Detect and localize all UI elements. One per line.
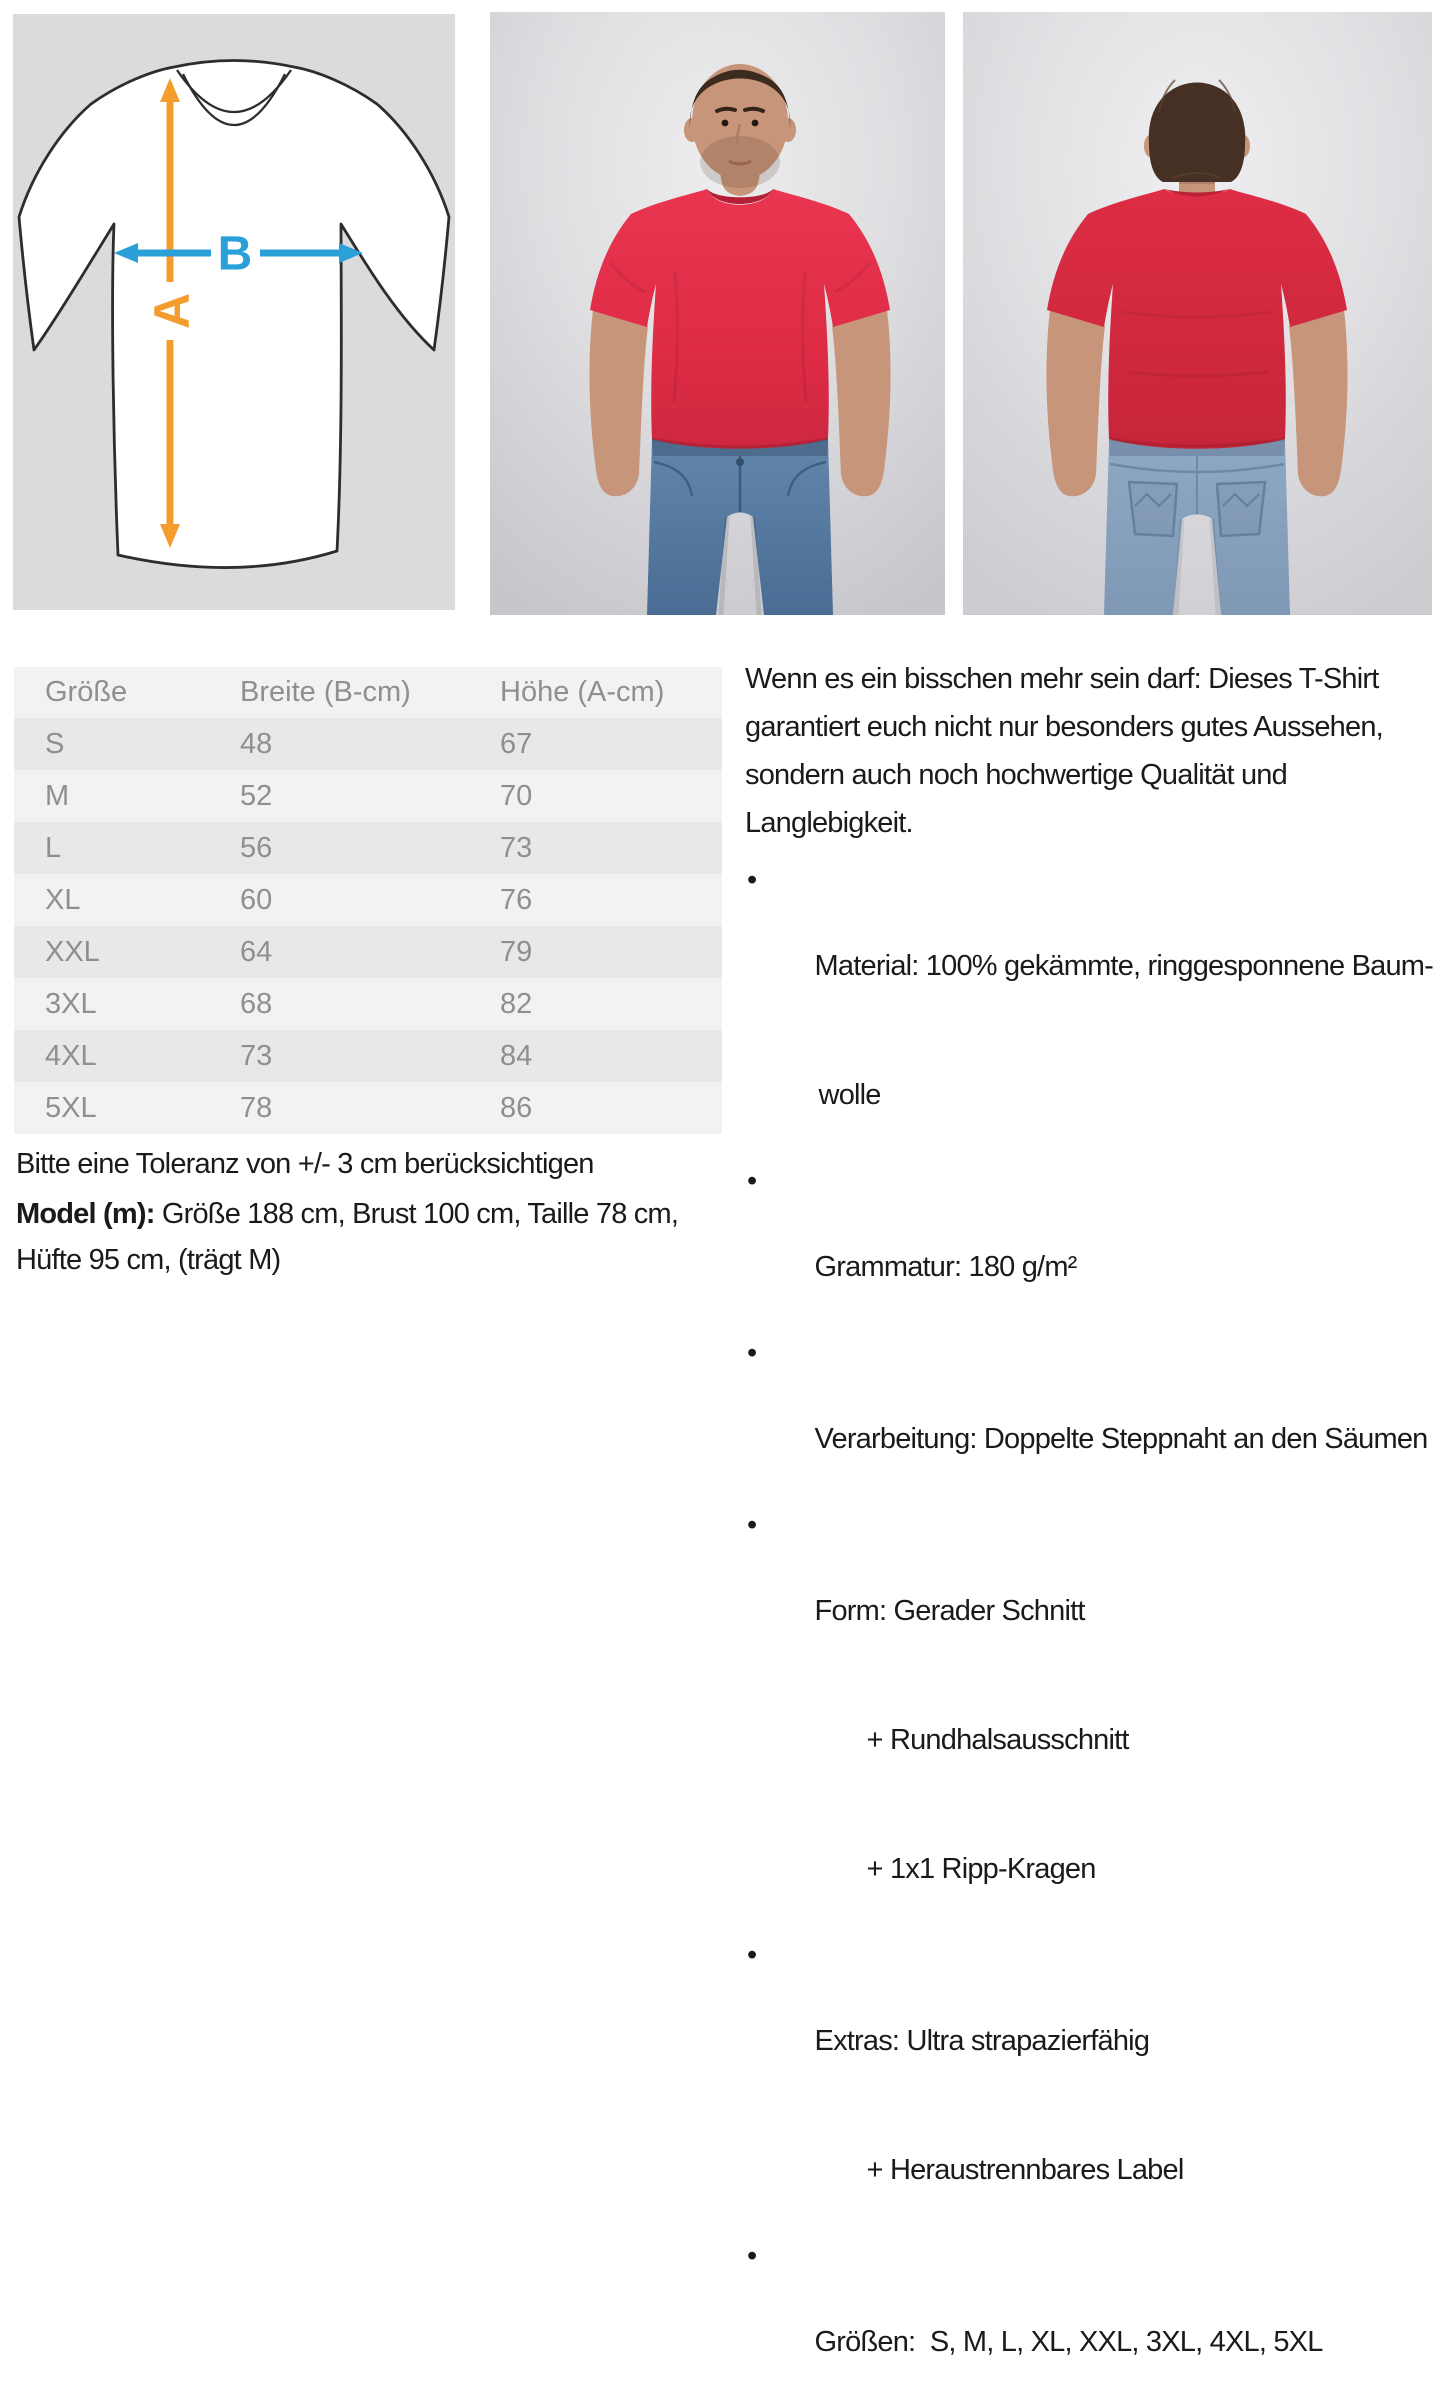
table-row-5xl: 5XL 78 86 — [14, 1082, 722, 1134]
size-table — [14, 667, 722, 1134]
bullet-dot: • — [747, 1939, 757, 1971]
model-note — [16, 1196, 678, 1232]
model-note-label: Model (m): — [16, 1198, 155, 1230]
table-row-xl: XL 60 76 — [14, 874, 722, 926]
model-front-illustration — [490, 12, 945, 615]
table-row-4xl: 4XL 73 84 — [14, 1030, 722, 1082]
feature-grammatur: • Grammatur: 180 g/m² — [745, 1160, 1435, 1332]
model-back-illustration — [963, 12, 1432, 615]
feature-form-sub1: + Rundhalsausschnitt — [866, 1724, 1129, 1756]
intro-line: sondern auch noch hochwertige Qualität und — [745, 759, 1287, 791]
model-note-text: Größe 188 cm, Brust 100 cm, Taille 78 cm, — [154, 1198, 679, 1230]
table-row-s: S 48 67 — [14, 718, 722, 770]
column-header-hoehe: Höhe (A-cm) — [500, 676, 665, 708]
table-row-l: L 56 73 — [14, 822, 722, 874]
bullet-dot: • — [747, 2240, 757, 2272]
feature-extras: • Extras: Ultra strapazierfähig — [745, 1934, 1435, 2106]
feature-groessen: • Größen: S, M, L, XL, XXL, 3XL, 4XL, 5XL — [745, 2235, 1435, 2407]
column-header-groesse: Größe — [45, 676, 128, 708]
feature-form: • Form: Gerader Schnitt — [745, 1504, 1435, 1676]
intro-line: Wenn es ein bisschen mehr sein darf: Dieses T-Shirt — [745, 663, 1379, 695]
size-diagram — [13, 14, 455, 610]
intro-line: Langlebigkeit. — [745, 807, 913, 839]
size-diagram-panel — [13, 14, 455, 610]
size-table-header — [14, 667, 722, 718]
feature-list — [745, 859, 1435, 2407]
bullet-dot: • — [747, 1337, 757, 1369]
table-row-m: M 52 70 — [14, 770, 722, 822]
feature-material-wrap: wolle — [818, 1079, 881, 1111]
bullet-dot: • — [747, 1165, 757, 1197]
feature-form-sub2: + 1x1 Ripp-Kragen — [866, 1853, 1096, 1885]
tolerance-note: Bitte eine Toleranz von +/- 3 cm berücksichtigen — [16, 1148, 594, 1180]
width-label: B — [217, 227, 253, 281]
model-front-photo — [490, 12, 945, 615]
tshirt-outline — [19, 61, 449, 568]
feature-extras-sub: + Heraustrennbares Label — [866, 2154, 1184, 2186]
intro-line: garantiert euch nicht nur besonders gutes Aussehen, — [745, 711, 1383, 743]
height-label: A — [144, 292, 200, 330]
bullet-dot: • — [747, 864, 757, 896]
bullet-dot: • — [747, 1509, 757, 1541]
product-description — [745, 655, 1435, 2407]
model-note-continued: Hüfte 95 cm, (trägt M) — [16, 1244, 281, 1276]
table-row-3xl: 3XL 68 82 — [14, 978, 722, 1030]
feature-verarbeitung: • Verarbeitung: Doppelte Steppnaht an den Säumen — [745, 1332, 1435, 1504]
column-header-breite: Breite (B-cm) — [240, 676, 411, 708]
model-back-photo — [963, 12, 1432, 615]
feature-material: • Material: 100% gekämmte, ringgesponnene Baum- — [745, 859, 1435, 1031]
table-row-xxl: XXL 64 79 — [14, 926, 722, 978]
